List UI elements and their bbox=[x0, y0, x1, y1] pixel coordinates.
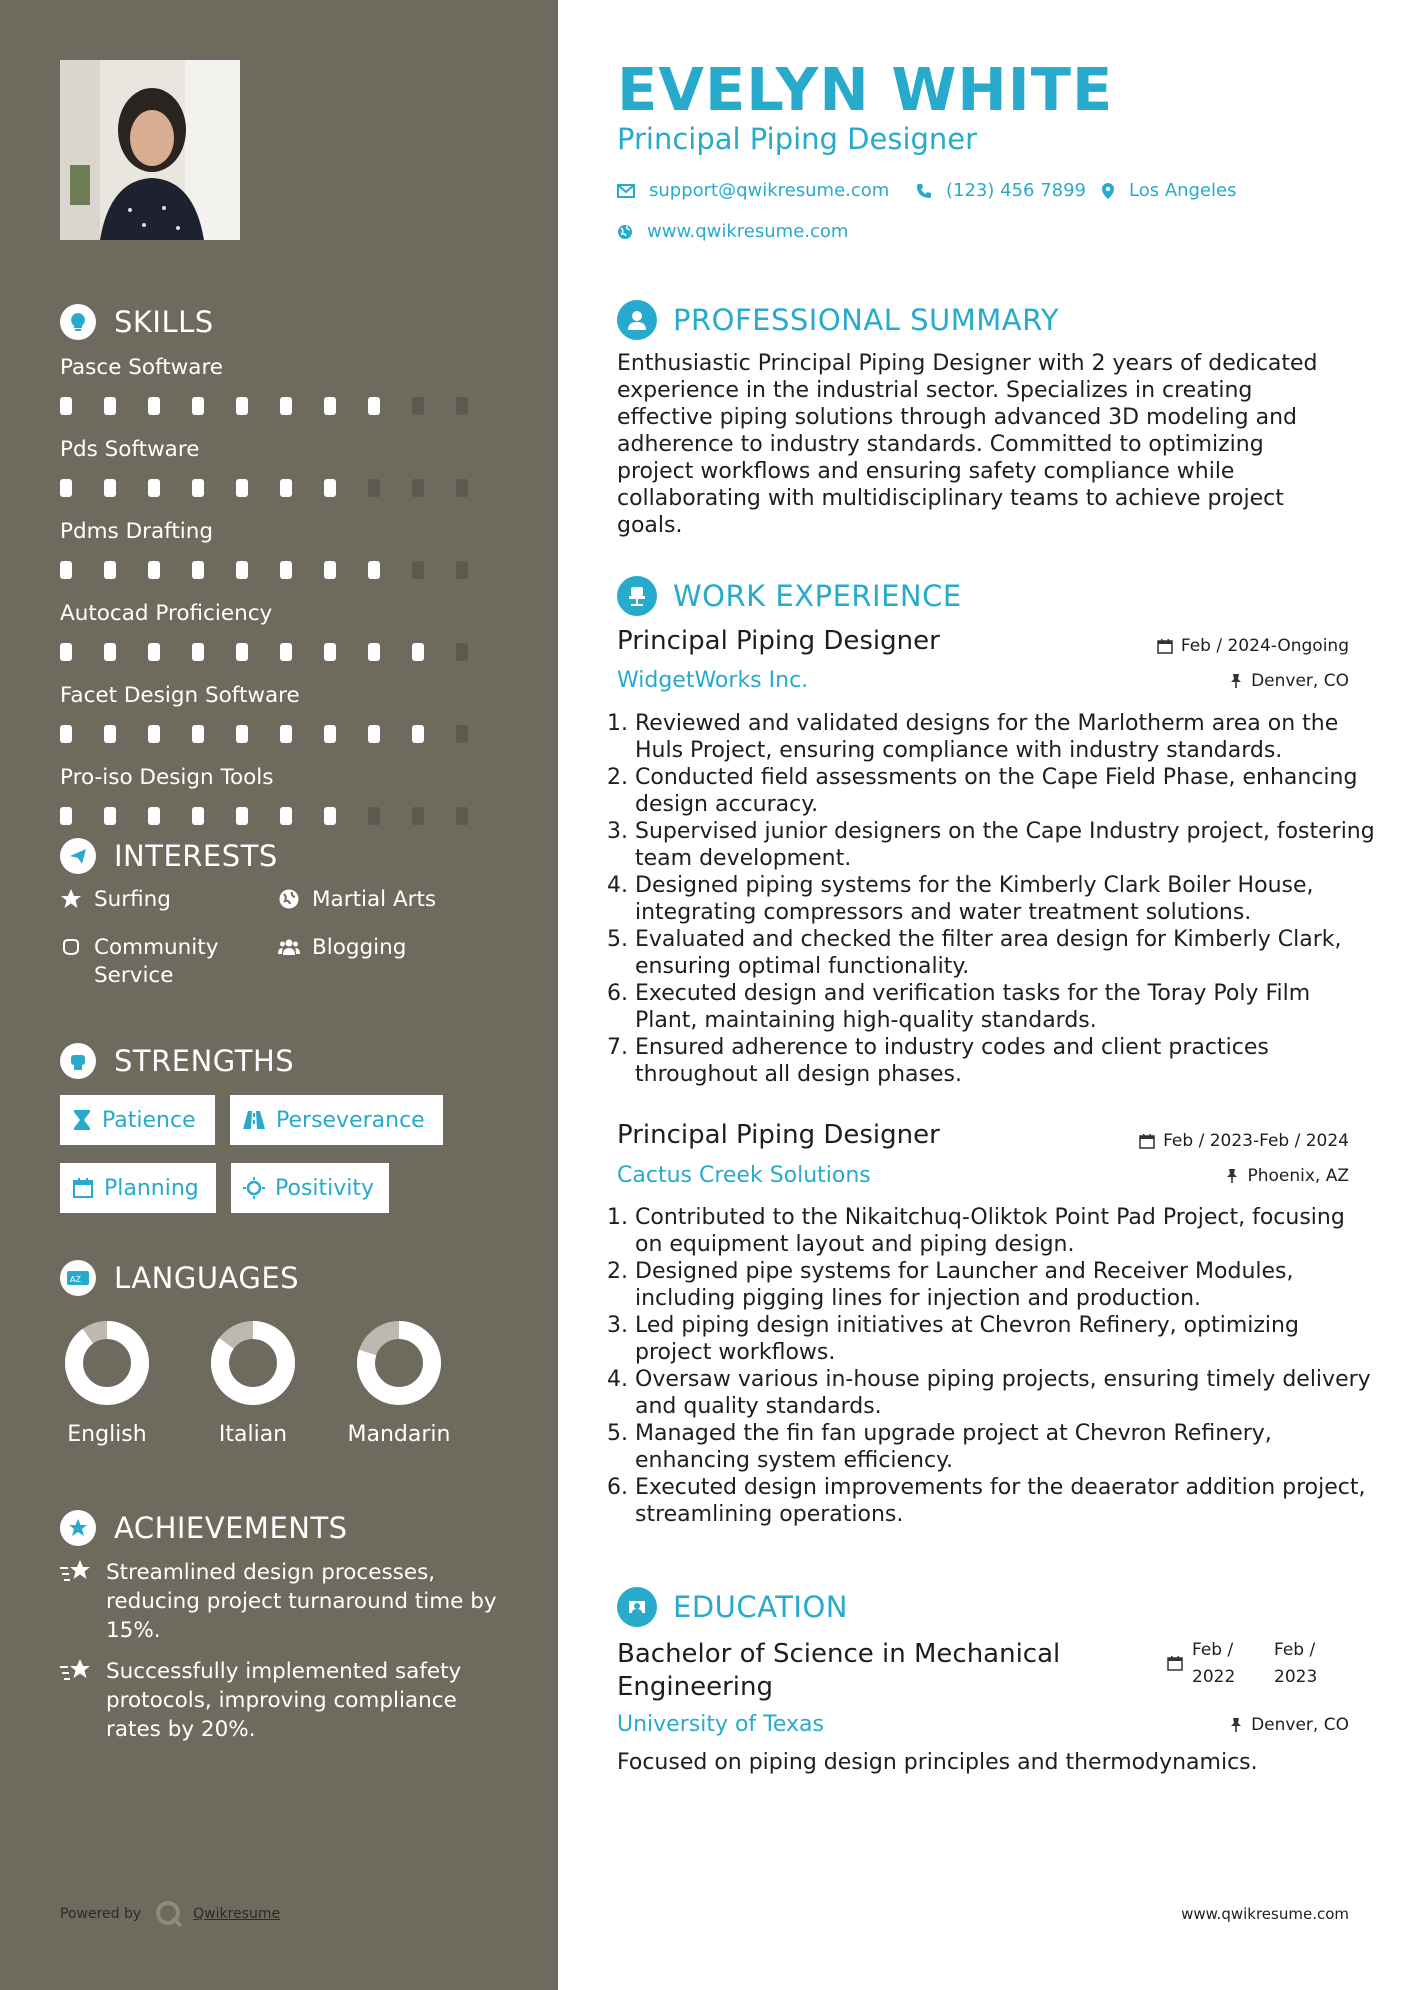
globe-icon bbox=[278, 888, 300, 910]
footer-url[interactable]: www.qwikresume.com bbox=[1181, 1905, 1349, 1923]
trophy-star-icon bbox=[60, 1510, 96, 1546]
skill-dot-filled bbox=[104, 561, 116, 579]
paper-plane-icon bbox=[60, 838, 96, 874]
email-contact[interactable]: support@qwikresume.com bbox=[617, 180, 889, 201]
skill-name: Pro-iso Design Tools bbox=[60, 765, 274, 790]
language-proficiency-ring bbox=[356, 1320, 442, 1406]
location-contact: Los Angeles bbox=[1101, 180, 1237, 201]
achievement-item: Successfully implemented safety protocols, improving compliance rates by 20%. bbox=[60, 1657, 500, 1744]
chair-icon bbox=[617, 576, 657, 616]
skill-dot-empty bbox=[412, 807, 424, 825]
job-bullet: 5. Managed the fin fan upgrade project at Chevron Refinery, enhancing system efficiency. bbox=[635, 1420, 1375, 1474]
job-bullets bbox=[617, 710, 1375, 1088]
skill-item bbox=[60, 681, 500, 743]
job-bullet: 1. Contributed to the Nikaitchuq-Oliktok Point Pad Project, focusing on equipment layout and piping design. bbox=[635, 1204, 1375, 1258]
skills-heading: SKILLS bbox=[60, 302, 500, 342]
skill-dot-filled bbox=[60, 807, 72, 825]
job-bullet: 7. Ensured adherence to industry codes and client practices throughout all design phases. bbox=[635, 1034, 1375, 1088]
summary-heading: PROFESSIONAL SUMMARY bbox=[617, 300, 1059, 340]
strength-badge: Positivity bbox=[231, 1163, 389, 1213]
language-item bbox=[47, 1320, 167, 1447]
languages-section bbox=[60, 1258, 500, 1468]
sun-icon bbox=[243, 1177, 265, 1199]
degree-title: Bachelor of Science in Mechanical Engineering bbox=[617, 1639, 1061, 1702]
user-icon bbox=[617, 300, 657, 340]
language-item bbox=[339, 1320, 459, 1447]
powered-by: Powered by Qwikresume bbox=[60, 1900, 280, 1928]
skill-dot-filled bbox=[280, 725, 292, 743]
interest-item: Blogging bbox=[278, 934, 406, 962]
candidate-role: Principal Piping Designer bbox=[617, 122, 978, 156]
job-bullet: 1. Reviewed and validated designs for the Marlotherm area on the Huls Project, ensuring compliance with industry standards. bbox=[635, 710, 1375, 764]
skill-name: Pds Software bbox=[60, 437, 200, 462]
map-pin-icon bbox=[1101, 182, 1115, 200]
skills-section bbox=[60, 302, 500, 845]
interests-heading: INTERESTS bbox=[60, 836, 500, 876]
language-name: Italian bbox=[218, 1422, 288, 1447]
strengths-section bbox=[60, 1041, 500, 1221]
education-heading: EDUCATION bbox=[617, 1587, 848, 1627]
sidebar bbox=[0, 0, 558, 1990]
skill-dot-filled bbox=[368, 561, 380, 579]
interest-item: Surfing bbox=[60, 886, 171, 914]
skill-dot-filled bbox=[236, 397, 248, 415]
skill-dot-filled bbox=[104, 807, 116, 825]
skill-dot-filled bbox=[280, 561, 292, 579]
website-contact[interactable]: www.qwikresume.com bbox=[617, 221, 848, 242]
skill-item bbox=[60, 517, 500, 579]
skill-dot-filled bbox=[60, 397, 72, 415]
job-bullet: 5. Evaluated and checked the filter area design for Kimberly Clark, ensuring optimal functionality. bbox=[635, 926, 1375, 980]
skill-dot-filled bbox=[148, 561, 160, 579]
qwikresume-link[interactable]: Qwikresume bbox=[193, 1906, 281, 1922]
graduate-icon bbox=[617, 1587, 657, 1627]
group-icon bbox=[278, 936, 300, 958]
pushpin-icon bbox=[1225, 1168, 1239, 1184]
skill-dot-filled bbox=[280, 479, 292, 497]
skill-dot-filled bbox=[368, 725, 380, 743]
skill-item bbox=[60, 435, 500, 497]
skill-dot-filled bbox=[192, 643, 204, 661]
skill-item bbox=[60, 353, 500, 415]
achievements-heading: ACHIEVEMENTS bbox=[60, 1508, 500, 1548]
qwikresume-logo-icon bbox=[155, 1900, 183, 1928]
skill-item bbox=[60, 763, 500, 825]
skill-dot-empty bbox=[412, 479, 424, 497]
education-description: Focused on piping design principles and thermodynamics. bbox=[617, 1750, 1258, 1775]
calendar-icon bbox=[1157, 638, 1173, 654]
shooting-star-icon bbox=[60, 1657, 94, 1685]
school-name: University of Texas bbox=[617, 1712, 824, 1737]
skill-dot-empty bbox=[412, 561, 424, 579]
skill-dot-filled bbox=[324, 479, 336, 497]
skill-dot-filled bbox=[60, 561, 72, 579]
skill-dot-empty bbox=[368, 807, 380, 825]
skill-name: Facet Design Software bbox=[60, 683, 300, 708]
skill-dot-filled bbox=[104, 479, 116, 497]
skill-dot-filled bbox=[368, 643, 380, 661]
job-bullet: 2. Designed pipe systems for Launcher and Receiver Modules, including pigging lines for injection and production. bbox=[635, 1258, 1375, 1312]
company-name: WidgetWorks Inc. bbox=[617, 668, 809, 693]
job-bullet: 3. Led piping design initiatives at Chevron Refinery, optimizing project workflows. bbox=[635, 1312, 1375, 1366]
job-title: Principal Piping Designer bbox=[617, 626, 940, 656]
education-end-date: Feb / 2023 bbox=[1274, 1640, 1318, 1687]
skill-level-dots bbox=[60, 643, 500, 661]
skill-dot-filled bbox=[236, 643, 248, 661]
language-item bbox=[193, 1320, 313, 1447]
job-title: Principal Piping Designer bbox=[617, 1120, 940, 1150]
languages-heading: AZ LANGUAGES bbox=[60, 1258, 500, 1298]
skill-dot-filled bbox=[324, 397, 336, 415]
skill-dot-filled bbox=[324, 725, 336, 743]
skill-dot-filled bbox=[412, 725, 424, 743]
skill-dot-empty bbox=[456, 561, 468, 579]
skills-list bbox=[60, 353, 500, 825]
job-location: Phoenix, AZ bbox=[1225, 1166, 1349, 1186]
experience-heading: WORK EXPERIENCE bbox=[617, 576, 962, 616]
skill-name: Autocad Proficiency bbox=[60, 601, 273, 626]
skill-dot-filled bbox=[104, 725, 116, 743]
interests-section bbox=[60, 836, 500, 996]
skill-dot-filled bbox=[280, 397, 292, 415]
strength-badge: Perseverance bbox=[230, 1095, 443, 1145]
pushpin-icon bbox=[1229, 673, 1243, 689]
language-name: English bbox=[67, 1422, 147, 1447]
skill-name: Pdms Drafting bbox=[60, 519, 214, 544]
phone-icon bbox=[916, 183, 932, 199]
candidate-name: EVELYN WHITE bbox=[617, 55, 1114, 124]
calendar-icon bbox=[1139, 1133, 1155, 1149]
skill-dot-filled bbox=[104, 397, 116, 415]
globe-icon bbox=[617, 224, 633, 240]
skill-dot-filled bbox=[148, 397, 160, 415]
skill-dot-filled bbox=[192, 725, 204, 743]
lightbulb-icon bbox=[60, 304, 96, 340]
skill-level-dots bbox=[60, 725, 500, 743]
job-location: Denver, CO bbox=[1229, 671, 1349, 691]
skill-dot-filled bbox=[60, 725, 72, 743]
skill-dot-empty bbox=[368, 479, 380, 497]
skill-dot-filled bbox=[236, 725, 248, 743]
education-start-date: Feb / 2022 bbox=[1192, 1640, 1236, 1687]
job-dates: Feb / 2024-Ongoing bbox=[1157, 636, 1349, 656]
svg-text:AZ: AZ bbox=[70, 1275, 81, 1284]
pushpin-icon bbox=[1229, 1717, 1243, 1733]
strength-badge: Planning bbox=[60, 1163, 216, 1213]
job-bullet: 3. Supervised junior designers on the Cape Industry project, fostering team development. bbox=[635, 818, 1375, 872]
job-dates: Feb / 2023-Feb / 2024 bbox=[1139, 1131, 1349, 1151]
skill-dot-filled bbox=[148, 643, 160, 661]
skill-dot-filled bbox=[324, 807, 336, 825]
job-bullet: 6. Executed design and verification tasks for the Toray Poly Film Plant, maintaining high-quality standards. bbox=[635, 980, 1375, 1034]
skill-dot-filled bbox=[236, 479, 248, 497]
skill-level-dots bbox=[60, 397, 500, 415]
interest-item: Community Service bbox=[60, 934, 240, 990]
skill-dot-empty bbox=[456, 807, 468, 825]
job-bullet: 4. Oversaw various in-house piping projects, ensuring timely delivery and quality standards. bbox=[635, 1366, 1375, 1420]
skill-level-dots bbox=[60, 807, 500, 825]
road-icon bbox=[242, 1110, 266, 1130]
job-bullet: 6. Executed design improvements for the deaerator addition project, streamlining operations. bbox=[635, 1474, 1375, 1528]
skill-dot-filled bbox=[324, 643, 336, 661]
education-location: Denver, CO bbox=[1229, 1715, 1349, 1735]
language-proficiency-ring bbox=[210, 1320, 296, 1406]
main-content bbox=[558, 0, 1407, 1990]
skill-dot-filled bbox=[280, 643, 292, 661]
skill-dot-filled bbox=[236, 807, 248, 825]
company-name: Cactus Creek Solutions bbox=[617, 1163, 871, 1188]
skill-dot-filled bbox=[192, 807, 204, 825]
phone-contact[interactable]: (123) 456 7899 bbox=[916, 180, 1086, 201]
skill-dot-filled bbox=[60, 479, 72, 497]
interest-item: Martial Arts bbox=[278, 886, 436, 914]
skill-item bbox=[60, 599, 500, 661]
achievement-item: Streamlined design processes, reducing project turnaround time by 15%. bbox=[60, 1558, 500, 1645]
skill-dot-filled bbox=[148, 479, 160, 497]
skill-dot-filled bbox=[148, 807, 160, 825]
calendar-icon bbox=[72, 1177, 94, 1199]
skill-dot-filled bbox=[60, 643, 72, 661]
skill-level-dots bbox=[60, 479, 500, 497]
skill-dot-filled bbox=[104, 643, 116, 661]
skill-name: Pasce Software bbox=[60, 355, 224, 380]
skill-dot-filled bbox=[192, 561, 204, 579]
strengths-heading: STRENGTHS bbox=[60, 1041, 500, 1081]
skill-dot-filled bbox=[236, 561, 248, 579]
skill-dot-filled bbox=[412, 643, 424, 661]
hourglass-icon bbox=[72, 1109, 92, 1131]
skill-level-dots bbox=[60, 561, 500, 579]
language-proficiency-ring bbox=[64, 1320, 150, 1406]
skill-dot-filled bbox=[324, 561, 336, 579]
skill-dot-empty bbox=[412, 397, 424, 415]
skill-dot-empty bbox=[456, 479, 468, 497]
skill-dot-filled bbox=[368, 397, 380, 415]
summary-text: Enthusiastic Principal Piping Designer with 2 years of dedicated experience in the industrial sector. Specializes in creating effective piping solutions through advanced 3D modeling and adherence to industry standards. Committed to optimizing project workflows and ensuring safety compliance while collaborating with multidisciplinary teams to achieve project goals. bbox=[617, 351, 1318, 538]
skill-dot-filled bbox=[192, 397, 204, 415]
skill-dot-filled bbox=[148, 725, 160, 743]
skill-dot-empty bbox=[456, 397, 468, 415]
calendar-icon bbox=[1167, 1655, 1183, 1671]
language-name: Mandarin bbox=[347, 1422, 451, 1447]
profile-photo bbox=[60, 60, 240, 240]
strength-badge: Patience bbox=[60, 1095, 215, 1145]
star-icon bbox=[60, 888, 82, 910]
skill-dot-filled bbox=[192, 479, 204, 497]
skill-dot-empty bbox=[456, 643, 468, 661]
skill-dot-empty bbox=[456, 725, 468, 743]
skill-dot-filled bbox=[280, 807, 292, 825]
shooting-star-icon bbox=[60, 1558, 94, 1586]
achievements-section bbox=[60, 1508, 500, 1548]
envelope-icon bbox=[617, 184, 635, 198]
language-icon bbox=[60, 1260, 96, 1296]
job-bullet: 2. Conducted field assessments on the Cape Field Phase, enhancing design accuracy. bbox=[635, 764, 1375, 818]
fist-icon bbox=[60, 1043, 96, 1079]
hand-icon bbox=[60, 936, 82, 958]
job-bullets bbox=[617, 1204, 1375, 1528]
job-bullet: 4. Designed piping systems for the Kimberly Clark Boiler House, integrating compressors and water treatment solutions. bbox=[635, 872, 1375, 926]
